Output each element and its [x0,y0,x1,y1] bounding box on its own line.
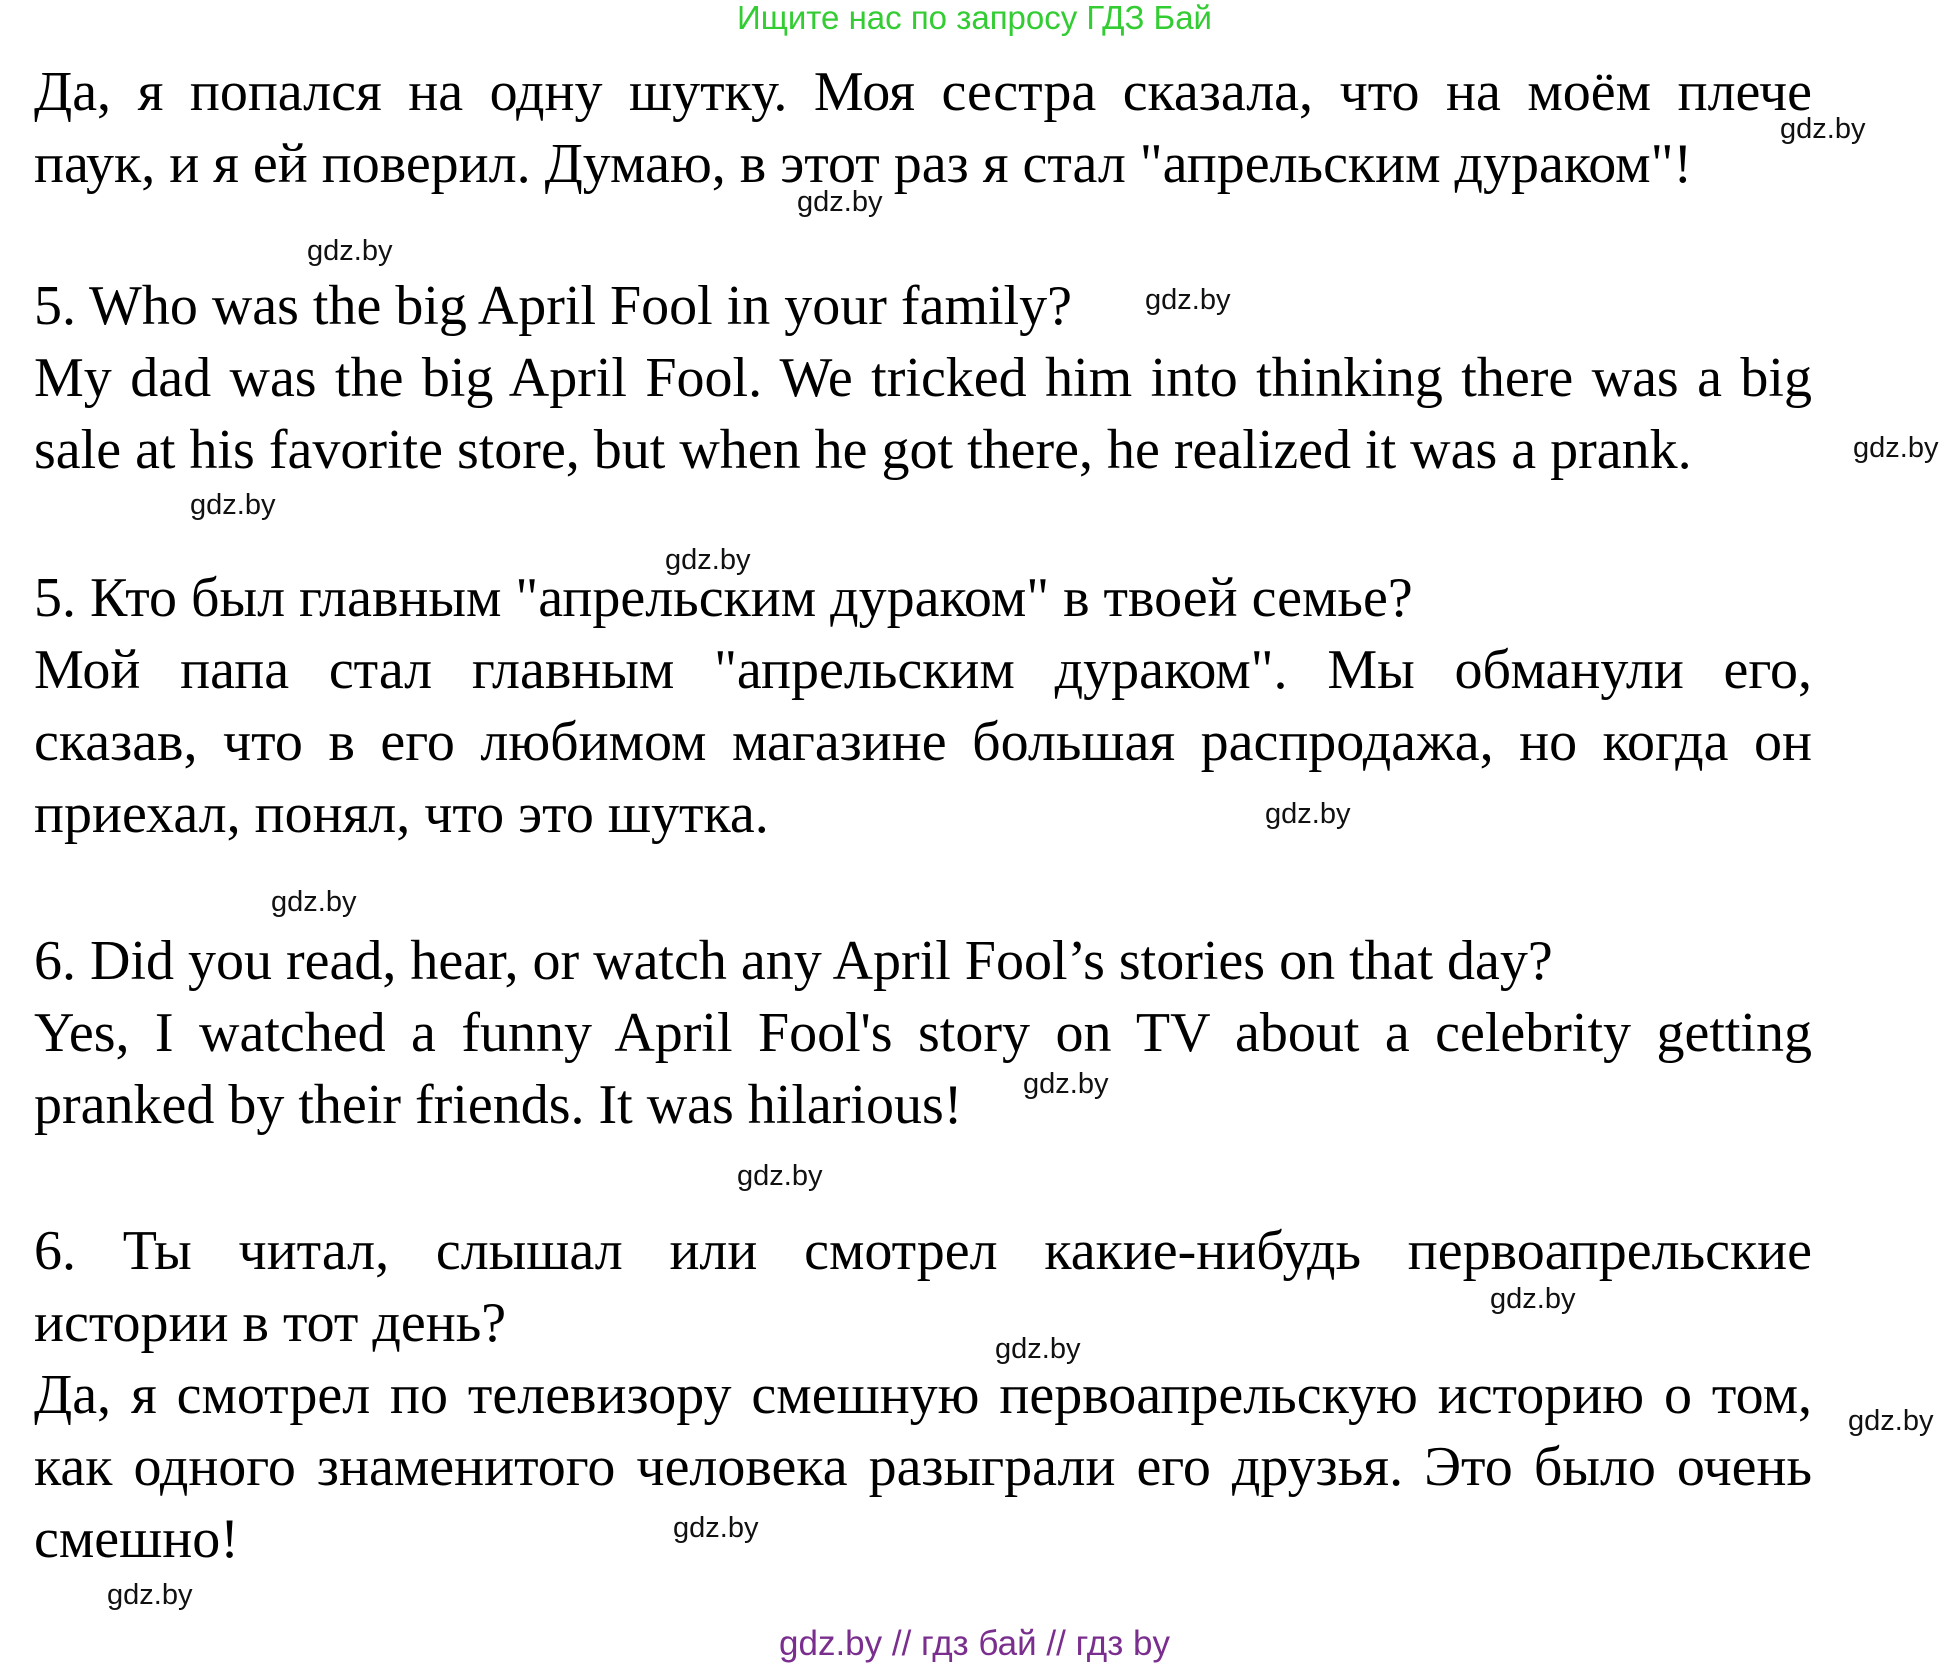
watermark: gdz.by [1023,1068,1109,1100]
question-line: истории в тот день? [34,1292,507,1354]
text-line: приехал, понял, что это шутка. [34,783,769,845]
watermark: gdz.by [190,489,276,521]
answer-paragraph-4-ru [34,56,1812,200]
question-6-ru [34,1215,1812,1575]
text-line: My dad was the big April Fool. We tricked him into thinking there was a big [34,347,1812,409]
watermark: gdz.by [665,544,751,576]
watermark: gdz.by [737,1160,823,1192]
question-5-en [34,270,1812,486]
watermark: gdz.by [995,1333,1081,1365]
watermark: gdz.by [1265,798,1351,830]
site-footer: gdz.by // гдз бай // гдз by [779,1624,1170,1663]
watermark: gdz.by [1490,1283,1576,1315]
question-line: 5. Who was the big April Fool in your family? [34,275,1072,337]
watermark: gdz.by [1780,113,1866,145]
question-line: 6. Did you read, hear, or watch any April Fool’s stories on that day? [34,930,1553,992]
text-line: Да, я попался на одну шутку. Моя сестра сказала, что на моём плече [34,61,1812,123]
text-line: сказав, что в его любимом магазине большая распродажа, но когда он [34,711,1812,773]
text-line: Yes, I watched a funny April Fool's story on TV about a celebrity getting [34,1002,1812,1064]
watermark: gdz.by [673,1512,759,1544]
question-line: 5. Кто был главным "апрельским дураком" в твоей семье? [34,567,1413,629]
watermark: gdz.by [1848,1405,1934,1437]
text-line: Да, я смотрел по телевизору смешную первоапрельскую историю о том, [34,1364,1812,1426]
watermark: gdz.by [1145,284,1231,316]
question-6-en [34,925,1812,1141]
watermark: gdz.by [107,1579,193,1611]
question-line: 6. Ты читал, слышал или смотрел какие-нибудь первоапрельские [34,1220,1812,1282]
text-line: как одного знаменитого человека разыграли его друзья. Это было очень [34,1436,1812,1498]
watermark: gdz.by [1853,432,1939,464]
text-line: sale at his favorite store, but when he got there, he realized it was a prank. [34,419,1692,481]
text-line: смешно! [34,1508,239,1570]
text-line: pranked by their friends. It was hilarious! [34,1074,963,1136]
text-line: паук, и я ей поверил. Думаю, в этот раз я стал "апрельским дураком"! [34,133,1693,195]
text-line: Мой папа стал главным "апрельским дураком". Мы обманули его, [34,639,1812,701]
question-5-ru [34,562,1812,850]
search-hint-header: Ищите нас по запросу ГДЗ Бай [737,0,1212,36]
watermark: gdz.by [307,235,393,267]
watermark: gdz.by [797,186,883,218]
watermark: gdz.by [271,886,357,918]
